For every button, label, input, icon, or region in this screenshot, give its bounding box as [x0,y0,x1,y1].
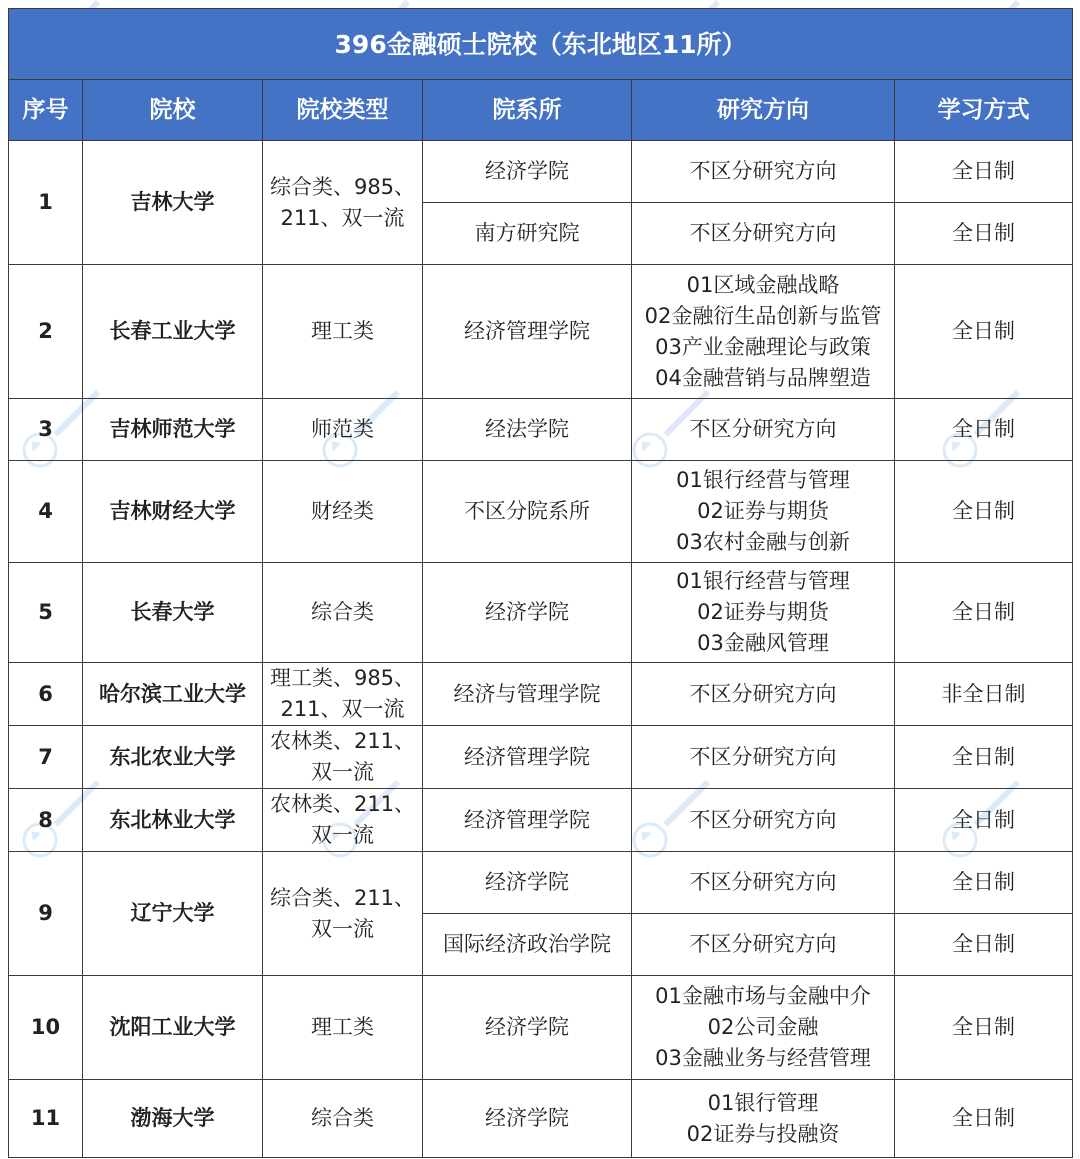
study-mode: 全日制 [895,789,1073,852]
research-direction: 01金融市场与金融中介 02公司金融 03金融业务与经营管理 [632,976,895,1080]
research-direction: 01银行经营与管理 02证券与期货 03金融风管理 [632,563,895,663]
school-type: 综合类、211、 双一流 [263,852,423,976]
research-direction: 不区分研究方向 [632,663,895,726]
school-type: 理工类 [263,265,423,399]
table-row [9,852,1073,914]
school-type: 理工类 [263,976,423,1080]
table-row [9,976,1073,1080]
row-number: 8 [9,789,83,852]
table-row [9,265,1073,399]
table-row [9,789,1073,852]
school-type: 理工类、985、 211、双一流 [263,663,423,726]
research-direction: 01银行经营与管理 02证券与期货 03农村金融与创新 [632,461,895,563]
department: 不区分院系所 [423,461,632,563]
school-name: 渤海大学 [83,1080,263,1158]
department: 经济管理学院 [423,789,632,852]
study-mode: 全日制 [895,726,1073,789]
row-number: 3 [9,399,83,461]
school-name: 长春大学 [83,563,263,663]
study-mode: 全日制 [895,141,1073,203]
school-type: 农林类、211、 双一流 [263,789,423,852]
study-mode: 全日制 [895,563,1073,663]
school-type: 综合类、985、 211、双一流 [263,141,423,265]
study-mode: 全日制 [895,976,1073,1080]
row-number: 2 [9,265,83,399]
table-title: 396金融硕士院校（东北地区11所） [9,9,1073,80]
header-school: 院校 [83,80,263,141]
study-mode: 全日制 [895,265,1073,399]
school-name: 辽宁大学 [83,852,263,976]
research-direction: 01区域金融战略 02金融衍生品创新与监管 03产业金融理论与政策 04金融营销与品牌塑造 [632,265,895,399]
row-number: 11 [9,1080,83,1158]
research-direction: 01银行管理 02证券与投融资 [632,1080,895,1158]
school-type: 师范类 [263,399,423,461]
table-row [9,1080,1073,1158]
row-number: 9 [9,852,83,976]
department: 经济学院 [423,1080,632,1158]
table-row [9,726,1073,789]
table-title-row [9,9,1073,80]
school-type: 财经类 [263,461,423,563]
study-mode: 全日制 [895,852,1073,914]
department: 南方研究院 [423,203,632,265]
department: 经济学院 [423,563,632,663]
schools-table [8,8,1073,1158]
department: 经济学院 [423,852,632,914]
header-mode: 学习方式 [895,80,1073,141]
table-row [9,141,1073,203]
research-direction: 不区分研究方向 [632,141,895,203]
row-number: 4 [9,461,83,563]
study-mode: 全日制 [895,399,1073,461]
school-type: 综合类 [263,563,423,663]
department: 经济管理学院 [423,726,632,789]
school-name: 吉林师范大学 [83,399,263,461]
row-number: 1 [9,141,83,265]
school-name: 吉林大学 [83,141,263,265]
study-mode: 全日制 [895,203,1073,265]
school-name: 沈阳工业大学 [83,976,263,1080]
research-direction: 不区分研究方向 [632,789,895,852]
row-number: 5 [9,563,83,663]
study-mode: 非全日制 [895,663,1073,726]
school-name: 吉林财经大学 [83,461,263,563]
header-no: 序号 [9,80,83,141]
research-direction: 不区分研究方向 [632,914,895,976]
header-type: 院校类型 [263,80,423,141]
department: 经济学院 [423,141,632,203]
school-name: 东北林业大学 [83,789,263,852]
header-dept: 院系所 [423,80,632,141]
table-row [9,563,1073,663]
row-number: 7 [9,726,83,789]
research-direction: 不区分研究方向 [632,399,895,461]
department: 经济管理学院 [423,265,632,399]
research-direction: 不区分研究方向 [632,852,895,914]
school-name: 东北农业大学 [83,726,263,789]
header-row [9,80,1073,141]
department: 经济与管理学院 [423,663,632,726]
school-name: 哈尔滨工业大学 [83,663,263,726]
header-direction: 研究方向 [632,80,895,141]
table-row [9,399,1073,461]
row-number: 10 [9,976,83,1080]
school-type: 综合类 [263,1080,423,1158]
research-direction: 不区分研究方向 [632,726,895,789]
table-row [9,461,1073,563]
study-mode: 全日制 [895,461,1073,563]
school-name: 长春工业大学 [83,265,263,399]
study-mode: 全日制 [895,914,1073,976]
department: 经法学院 [423,399,632,461]
table-row [9,663,1073,726]
department: 经济学院 [423,976,632,1080]
research-direction: 不区分研究方向 [632,203,895,265]
row-number: 6 [9,663,83,726]
school-type: 农林类、211、 双一流 [263,726,423,789]
department: 国际经济政治学院 [423,914,632,976]
study-mode: 全日制 [895,1080,1073,1158]
